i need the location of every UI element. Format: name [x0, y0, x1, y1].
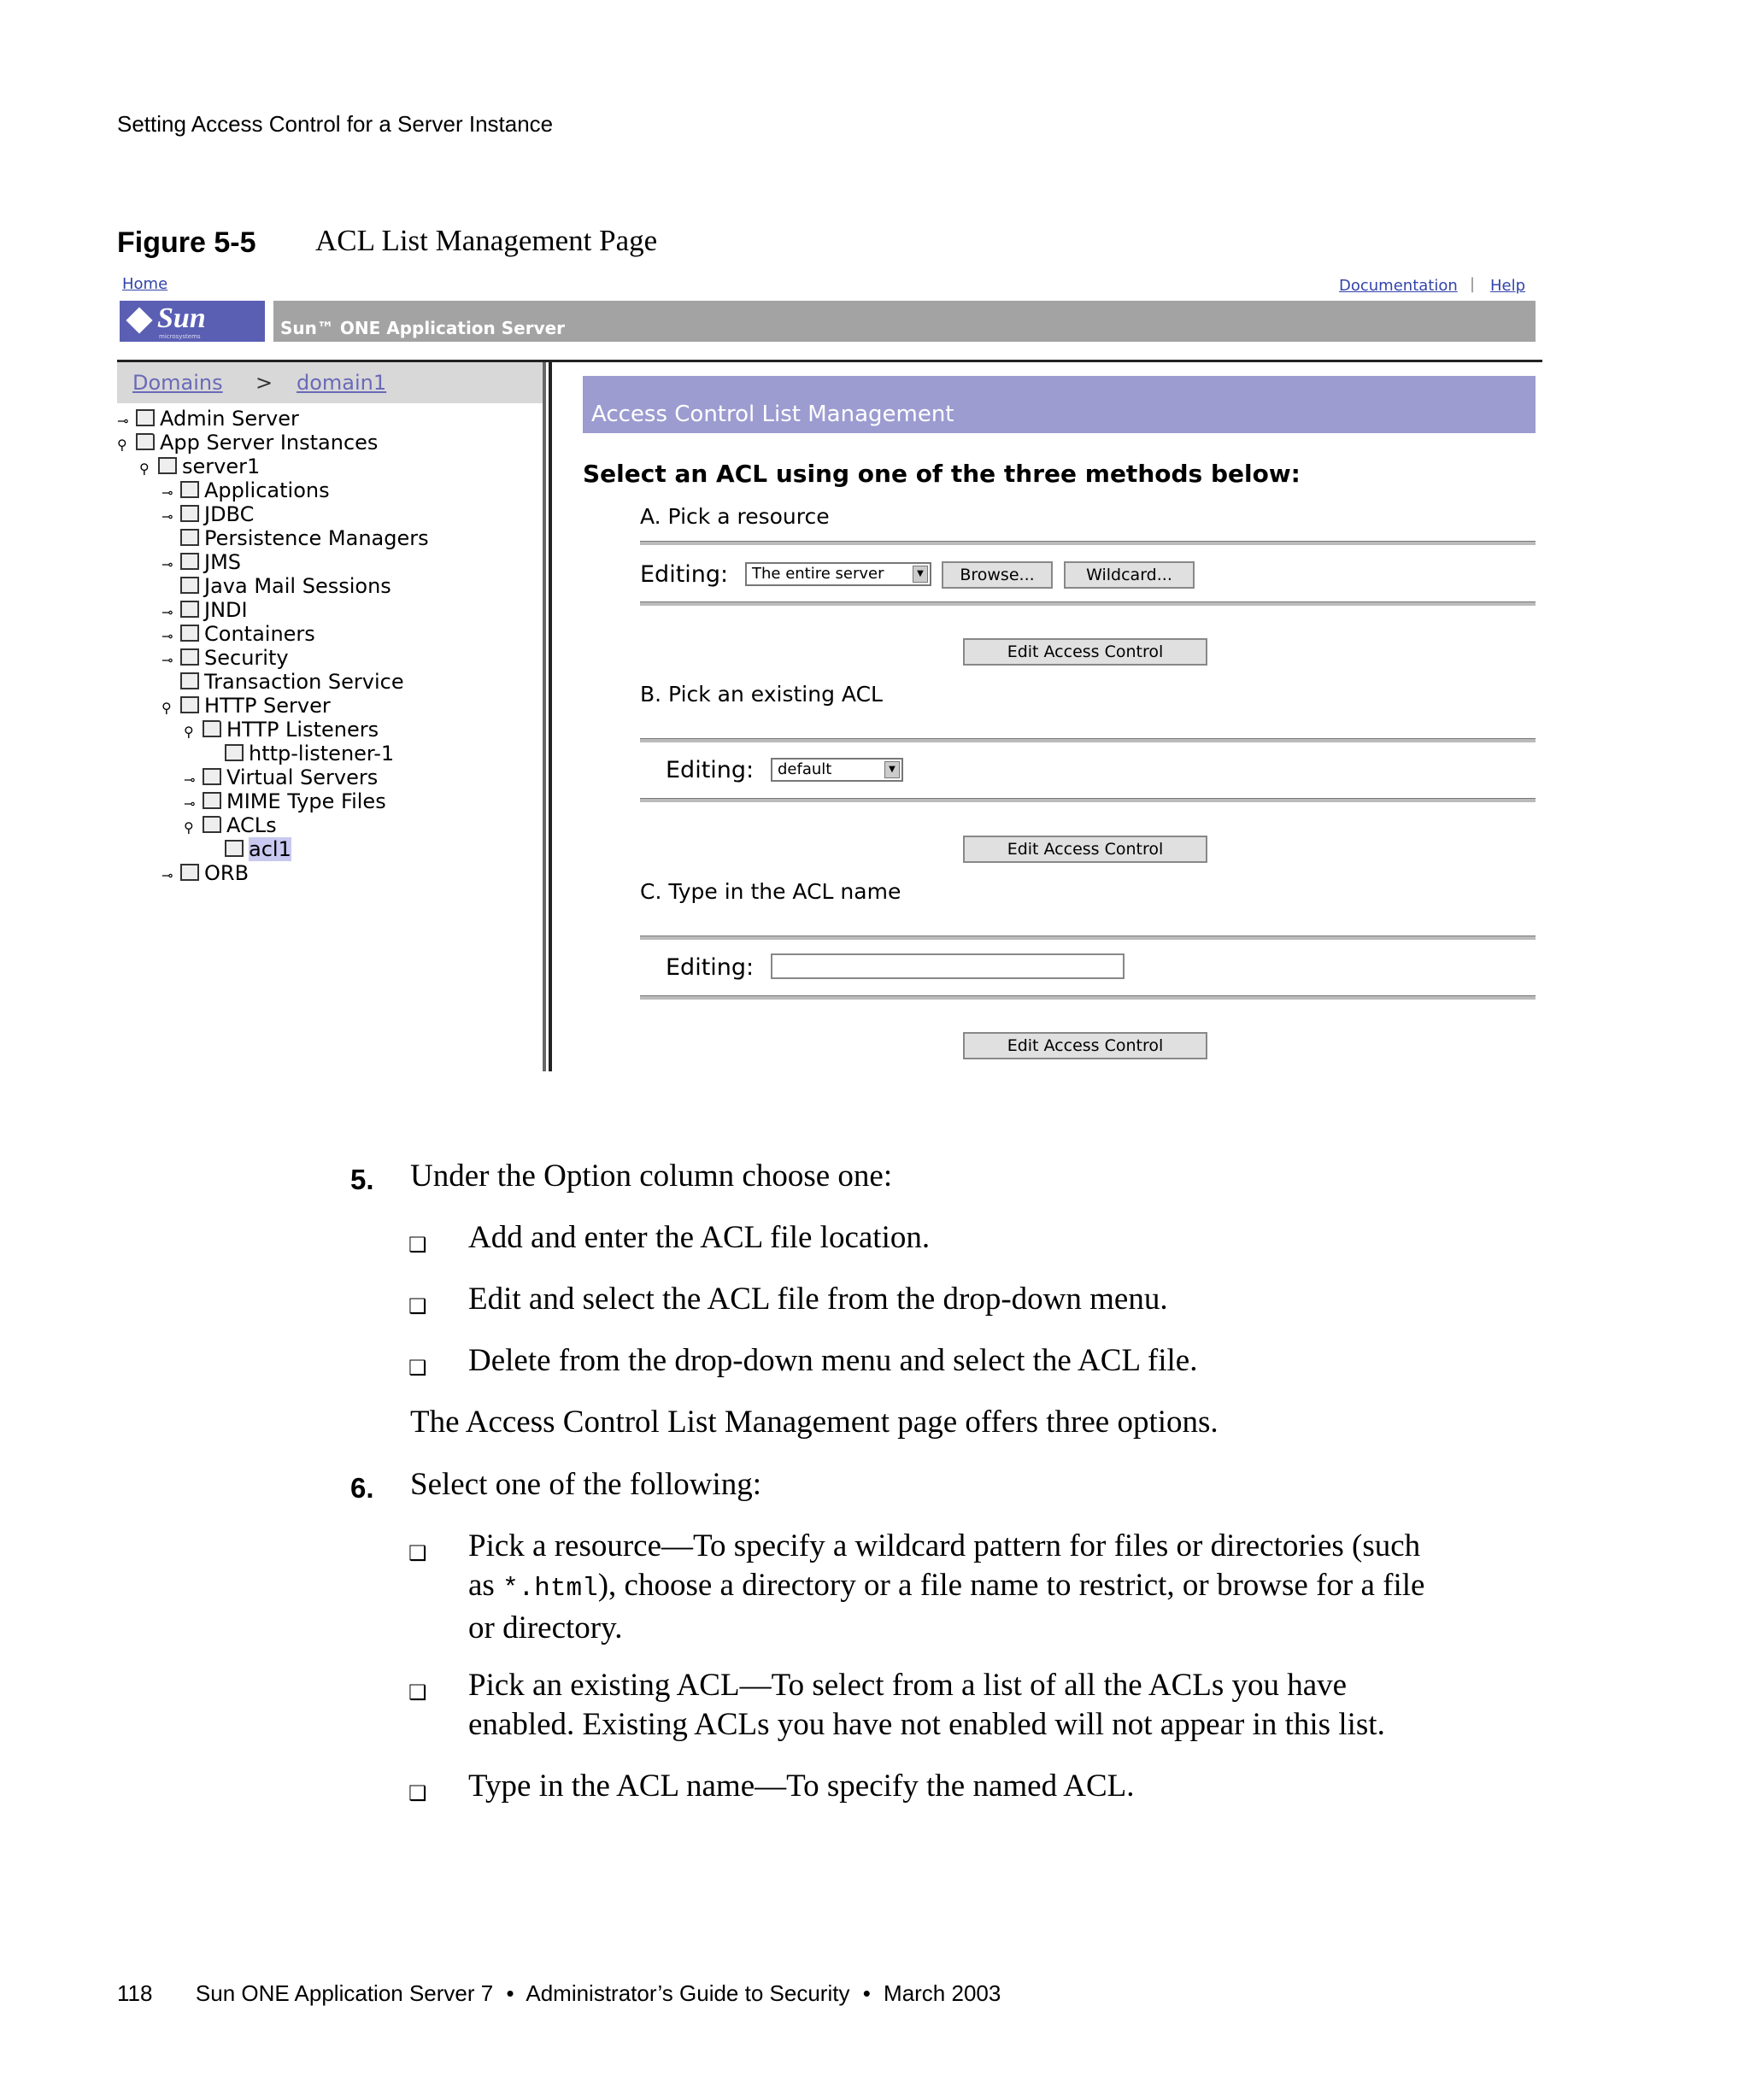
expand-icon[interactable]: ⊸	[161, 652, 173, 668]
expand-icon[interactable]: ⊸	[184, 771, 196, 788]
editing-label-c: Editing:	[666, 954, 755, 981]
step-5-bullet-2: Edit and select the ACL file from the drop-down menu.	[468, 1282, 1168, 1317]
footer-guide-title: Administrator’s Guide to Security	[526, 1980, 850, 2006]
step-6-bullet-2-line-1: Pick an existing ACL—To select from a list of all the ACLs you have	[468, 1668, 1348, 1703]
step-6-bullet-1	[468, 1527, 1424, 1648]
server-icon	[136, 409, 155, 426]
navigation-tree-pane	[117, 362, 544, 1071]
tree-item-mime-type-files[interactable]: ⊸ MIME Type Files	[184, 789, 386, 816]
tree-item-security[interactable]: ⊸ Security	[161, 646, 289, 672]
jndi-icon	[180, 601, 199, 618]
running-head: Setting Access Control for a Server Instance	[117, 111, 554, 137]
section-c-rule-bottom	[640, 995, 1536, 1000]
bullet-text-segment: as	[468, 1568, 503, 1603]
step-5-note: The Access Control List Management page offers three options.	[410, 1405, 1219, 1440]
pane-divider-edge	[549, 362, 552, 1071]
collapse-icon[interactable]: ⚲	[161, 700, 172, 716]
bullet-text-segment: ), choose a directory or a file name to restrict, or browse for a file	[597, 1568, 1425, 1603]
expand-icon[interactable]: ⊸	[161, 628, 173, 644]
breadcrumb	[117, 362, 544, 403]
tree-item-admin-server[interactable]: ⊸ Admin Server	[117, 407, 299, 433]
edit-access-control-button-a[interactable]: Edit Access Control	[963, 638, 1207, 666]
section-c-label: C. Type in the ACL name	[640, 879, 901, 904]
tree-item-orb[interactable]: ⊸ ORB	[161, 861, 249, 888]
folder-icon	[180, 577, 199, 594]
breadcrumb-domains[interactable]: Domains	[132, 371, 223, 395]
step-number-6: 6.	[350, 1472, 374, 1504]
section-b-rule-bottom	[640, 798, 1536, 802]
wildcard-button[interactable]: Wildcard...	[1064, 561, 1195, 589]
code-html-pattern: *.html	[502, 1574, 598, 1604]
bullet-icon: ❑	[408, 1356, 427, 1380]
edit-access-control-button-c[interactable]: Edit Access Control	[963, 1032, 1207, 1059]
tree-item-virtual-servers[interactable]: ⊸ Virtual Servers	[184, 766, 378, 792]
footer-book-title: Sun ONE Application Server 7	[195, 1980, 494, 2006]
resource-select[interactable]	[745, 562, 931, 586]
editing-label-a: Editing:	[640, 561, 729, 588]
figure-title: ACL List Management Page	[315, 224, 658, 257]
tree-item-app-server-instances[interactable]: ⚲ App Server Instances	[117, 431, 378, 457]
breadcrumb-arrow: >	[255, 371, 273, 395]
section-c-rule-top	[640, 936, 1536, 940]
tree-item-jdbc[interactable]: ⊸ JDBC	[161, 502, 254, 529]
expand-icon[interactable]: ⊸	[161, 867, 173, 883]
bullet-icon: ❑	[408, 1781, 427, 1805]
sun-diamond-icon	[126, 307, 152, 333]
dropdown-arrow-icon: ▼	[884, 761, 900, 778]
folder-icon	[180, 529, 199, 546]
pane-divider[interactable]	[543, 362, 546, 1071]
collapse-icon[interactable]: ⚲	[184, 819, 194, 836]
acl-icon	[225, 840, 244, 857]
expand-icon[interactable]: ⊸	[161, 604, 173, 620]
bullet-icon: ❑	[408, 1294, 427, 1318]
tree-item-http-listeners[interactable]: ⚲ HTTP Listeners	[184, 718, 379, 744]
figure-number: Figure 5-5	[117, 226, 256, 259]
tree-item-acls[interactable]: ⚲ ACLs	[184, 813, 277, 840]
step-6-bullet-2-line-2: enabled. Existing ACLs you have not enabled will not appear in this list.	[468, 1707, 1385, 1742]
home-link[interactable]: Home	[122, 275, 168, 293]
folder-icon	[136, 433, 155, 450]
step-6-bullet-1-line-2	[468, 1566, 1424, 1609]
folder-icon	[203, 720, 221, 737]
step-5-text: Under the Option column choose one:	[410, 1159, 893, 1194]
tree-item-applications[interactable]: ⊸ Applications	[161, 478, 330, 505]
panel-title: Access Control List Management	[591, 402, 954, 427]
acl-select[interactable]	[771, 758, 903, 782]
help-link[interactable]: Help	[1490, 277, 1526, 295]
expand-icon[interactable]: ⊸	[161, 508, 173, 525]
tree-item-transaction-service[interactable]: Transaction Service	[180, 670, 404, 694]
expand-icon[interactable]: ⊸	[161, 484, 173, 501]
tree-item-containers[interactable]: ⊸ Containers	[161, 622, 315, 648]
step-5-bullet-1: Add and enter the ACL file location.	[468, 1220, 931, 1255]
documentation-link[interactable]: Documentation	[1339, 277, 1458, 295]
bullet-icon: ❑	[408, 1233, 427, 1257]
footer-date: March 2003	[884, 1980, 1001, 2006]
product-banner	[273, 301, 1536, 342]
database-icon	[180, 505, 199, 522]
collapse-icon[interactable]: ⚲	[117, 437, 127, 453]
tree-item-jms[interactable]: ⊸ JMS	[161, 550, 241, 577]
step-6-bullet-2	[468, 1666, 1385, 1745]
globe-icon	[180, 696, 199, 713]
expand-icon[interactable]: ⊸	[184, 795, 196, 812]
lock-icon	[180, 648, 199, 666]
bullet-icon: ❑	[408, 1681, 427, 1704]
collapse-icon[interactable]: ⚲	[184, 724, 194, 740]
step-5-bullet-3: Delete from the drop-down menu and select the ACL file.	[468, 1343, 1198, 1378]
bullet-icon: ❑	[408, 1541, 427, 1565]
acl-name-input[interactable]	[771, 953, 1125, 979]
expand-icon[interactable]: ⊸	[117, 413, 129, 429]
tree-item-java-mail-sessions[interactable]: Java Mail Sessions	[180, 574, 391, 598]
footer-dot: •	[506, 1980, 514, 2006]
link-separator: |	[1470, 275, 1476, 293]
tree-item-http-listener-1[interactable]: http-listener-1	[225, 742, 394, 766]
step-6-bullet-1-line-3: or directory.	[468, 1610, 623, 1645]
tree-item-acl1[interactable]	[225, 837, 291, 861]
page-number: 118	[117, 1980, 153, 2006]
listener-icon	[225, 744, 244, 761]
folder-icon	[203, 816, 221, 833]
step-6-text: Select one of the following:	[410, 1467, 762, 1502]
section-a-rule-bottom	[640, 601, 1536, 606]
section-a-label: A. Pick a resource	[640, 504, 830, 529]
acl-screenshot	[117, 275, 1536, 1074]
tree-item-http-server[interactable]: ⚲ HTTP Server	[161, 694, 331, 720]
orb-icon	[180, 864, 199, 881]
expand-icon[interactable]: ⊸	[161, 556, 173, 572]
sun-logo-sub: microsystems	[159, 333, 201, 340]
dropdown-arrow-icon: ▼	[913, 566, 928, 583]
section-b-rule-top	[640, 738, 1536, 742]
editing-label-b: Editing:	[666, 757, 755, 783]
server-icon	[158, 457, 177, 474]
folder-icon	[180, 553, 199, 570]
instruction-heading: Select an ACL using one of the three methods below:	[583, 460, 1301, 488]
transaction-icon	[180, 672, 199, 689]
applications-icon	[180, 481, 199, 498]
step-number-5: 5.	[350, 1164, 374, 1195]
sun-logo-text: Sun	[157, 302, 206, 334]
selected-tree-label: acl1	[249, 837, 291, 861]
folder-icon	[203, 768, 221, 785]
page-footer	[117, 1980, 1001, 2007]
panel-title-bar	[583, 376, 1536, 433]
resource-select-value: The entire server	[752, 565, 884, 583]
folder-icon	[203, 792, 221, 809]
tree-item-server1[interactable]: ⚲ server1	[139, 455, 260, 481]
acl-select-value: default	[778, 760, 832, 778]
section-a-rule-top	[640, 541, 1536, 545]
folder-icon	[180, 625, 199, 642]
browse-button[interactable]: Browse...	[942, 561, 1053, 589]
breadcrumb-domain1[interactable]: domain1	[297, 371, 387, 395]
footer-dot: •	[862, 1980, 871, 2006]
step-6-bullet-1-line-1: Pick a resource—To specify a wildcard pattern for files or directories (such	[468, 1528, 1421, 1563]
product-name: Sun™ ONE Application Server	[280, 318, 566, 338]
edit-access-control-button-b[interactable]: Edit Access Control	[963, 836, 1207, 863]
section-b-label: B. Pick an existing ACL	[640, 682, 883, 707]
tree-item-persistence-managers[interactable]: Persistence Managers	[180, 526, 429, 550]
tree-item-jndi[interactable]: ⊸ JNDI	[161, 598, 248, 625]
collapse-icon[interactable]: ⚲	[139, 460, 150, 477]
sun-logo	[120, 301, 265, 342]
step-6-bullet-3: Type in the ACL name—To specify the named ACL.	[468, 1769, 1135, 1804]
